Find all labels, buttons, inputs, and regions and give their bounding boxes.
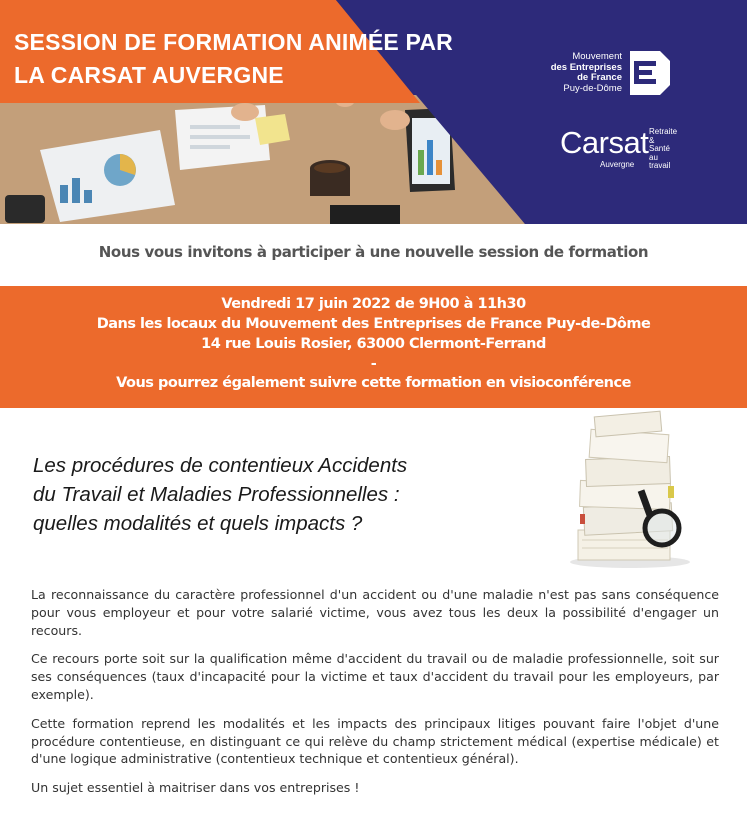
body-paragraph-3: Cette formation reprend les modalités et les impacts des principaux litiges pouvant faire l'objet d'une procédure contentieuse, en distinguant ce qui relève du champ strictement médical (expertise médicale) et d'une logique administrative (contentieux technique et contentieux général). — [31, 715, 719, 767]
carsat-side-line3: au travail — [649, 152, 671, 170]
header-banner — [0, 0, 747, 224]
topic-line2: du Travail et Maladies Professionnelles : — [33, 483, 400, 506]
topic-title — [33, 451, 503, 538]
event-separator: - — [370, 356, 377, 372]
event-visio: Vous pourrez également suivre cette formation en visioconférence — [116, 375, 631, 391]
medef-e-icon — [630, 49, 672, 97]
carsat-logo-word: Carsat — [560, 125, 649, 160]
header-title-line1: SESSION DE FORMATION ANIMÉE PAR — [14, 29, 453, 55]
header-title-line2: LA CARSAT AUVERGNE — [14, 62, 284, 88]
body-text — [31, 586, 719, 808]
topic-line3: quelles modalités et quels impacts ? — [33, 512, 363, 535]
medef-logo-line3: de France — [577, 72, 622, 83]
paper-stack-image — [550, 410, 700, 570]
medef-logo-line1: Mouvement — [572, 51, 622, 62]
event-venue: Dans les locaux du Mouvement des Entreprises de France Puy-de-Dôme — [96, 316, 651, 332]
event-details-band — [0, 286, 747, 408]
carsat-side-line2: & Santé — [649, 135, 670, 153]
body-paragraph-4: Un sujet essentiel à maitriser dans vos entreprises ! — [31, 780, 360, 796]
medef-logo-line2: des Entreprises — [550, 61, 622, 73]
event-address: 14 rue Louis Rosier, 63000 Clermont-Ferrand — [201, 336, 546, 352]
medef-logo — [548, 49, 678, 99]
invitation-text: Nous vous invitons à participer à une nouvelle session de formation — [98, 243, 649, 261]
body-paragraph-2: Ce recours porte soit sur la qualification même d'accident du travail ou de maladie professionnelle, soit sur ses conséquences (taux d'incapacité pour la victime et taux d'accident du travail pour les employeurs, par exemple). — [31, 651, 719, 702]
event-date: Vendredi 17 juin 2022 de 9H00 à 11h30 — [221, 296, 526, 312]
carsat-logo-sub: Auvergne — [600, 160, 635, 169]
carsat-side-line1: Retraite — [649, 127, 678, 136]
medef-logo-text — [551, 52, 622, 94]
carsat-logo-side — [649, 128, 677, 171]
topic-line1: Les procédures de contentieux Accidents — [33, 454, 408, 477]
body-paragraph-1: La reconnaissance du caractère professionnel d'un accident ou d'une maladie n'est pas sans conséquence pour vous employeur et pour votre salarié victime, vous avez tous les deux la possibilité d'engager un recours. — [31, 587, 719, 638]
medef-logo-line4: Puy-de-Dôme — [563, 82, 622, 94]
header-title — [14, 26, 454, 92]
